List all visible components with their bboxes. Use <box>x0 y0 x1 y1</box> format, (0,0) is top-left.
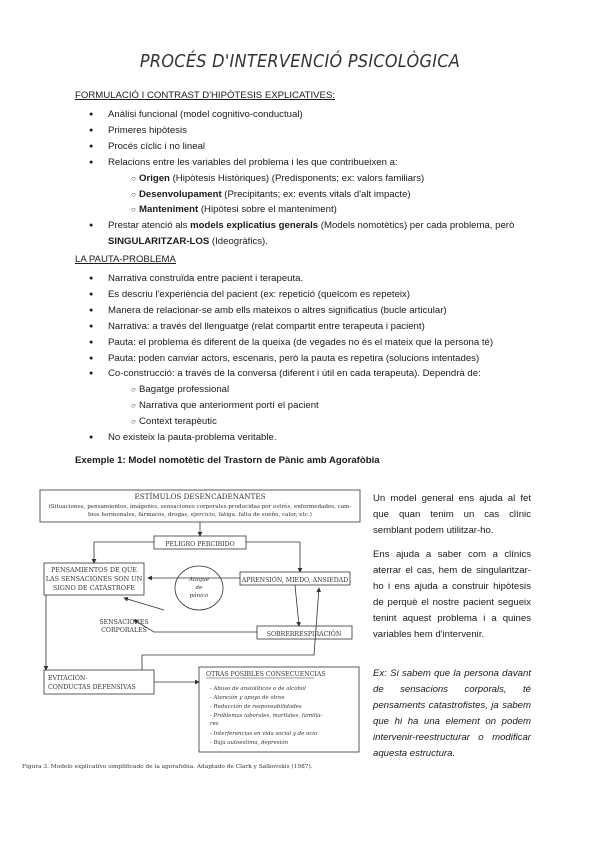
list-item <box>75 218 535 250</box>
stimuli-line2: bios hormonales, fármacos, drogas, ejercicio, fatiga, falta de sueño, calor, etc.) <box>88 512 312 518</box>
consequence-item: - Baja autoestima, depresión <box>210 740 289 746</box>
side-note-1: Un model general ens ajuda al fet que quan tenim un cas clínic semblant podem utilitzar-ho. <box>373 493 531 536</box>
attack-line3: pánico <box>189 593 209 599</box>
sublist-item-text: (Precipitants; ex: events vitals d'alt impacte) <box>221 188 411 200</box>
anxiety-label: APRENSIÓN, MIEDO, ANSIEDAD <box>241 577 349 584</box>
list-item: ● Manera de relacionar-se amb ells mateixos o altres significatius (bucle articular) <box>75 303 535 319</box>
consequences-title: OTRAS POSIBLES CONSECUENCIAS <box>206 671 326 678</box>
consequence-item: - Atención y apoyo de otros <box>210 695 285 701</box>
sublist-item <box>75 171 535 187</box>
sublist-item <box>75 187 535 203</box>
example-title: Exemple 1: Model nomotètic del Trastorn de Pànic amb Agorafòbia <box>75 455 380 466</box>
list-item: ● Procés cíclic i no lineal <box>75 139 535 155</box>
sensations-line1: SENSACIONES <box>99 619 149 626</box>
attack-line1: Ataque <box>188 577 210 583</box>
hyperventilation-label: SOBRERRESPIRACIÓN <box>266 631 342 638</box>
text-c: (Models nomotètics) per cada problema, però <box>318 220 515 232</box>
list-item: ● No existeix la pauta-problema veritable. <box>75 430 535 446</box>
list-item: ● Es descriu l'experiència del pacient (ex: repetició (quelcom es repeteix) <box>75 287 535 303</box>
sublist-item-text: (Hipòtesis Històriques) (Predisponents; ex: valors familiars) <box>169 172 425 184</box>
thoughts-line1: PENSAMIENTOS DE QUE <box>51 566 137 574</box>
list-item: ● Primeres hipòtesis <box>75 123 535 139</box>
consequence-item: res <box>210 721 219 727</box>
text-a: Prestar atenció als <box>108 220 191 232</box>
avoidance-line2: CONDUCTAS DEFENSIVAS <box>48 684 136 691</box>
panic-model-diagram <box>14 480 364 780</box>
pattern-list <box>75 271 535 446</box>
side-note-2: Ens ajuda a saber com a clínics aterrar el cas, hem de singularitzar-ho i ens ajuda a construir hipòtesis de perquè el nostre pacient segueix tenint aquest problema i a quines variables hem d'intervenir. <box>373 549 531 640</box>
sublist-item-bold: Manteniment <box>139 204 199 216</box>
list-item: ● Narrativa construïda entre pacient i terapeuta. <box>75 271 535 287</box>
sublist <box>108 171 535 219</box>
list-item-text: Relacions entre les variables del problema i les que contribueixen a: <box>108 156 398 168</box>
sublist-item: ○ Bagatge professional <box>75 382 535 398</box>
attack-line2: de <box>195 585 203 591</box>
list-item: ● Anàlisi funcional (model cognitivo-conductual) <box>75 107 535 123</box>
sublist-item-bold: Desenvolupament <box>139 188 222 200</box>
formulation-list <box>75 107 535 250</box>
sublist <box>108 382 535 430</box>
sublist-item: ○ Context terapèutic <box>75 414 535 430</box>
consequence-item: - Abuso de ansiolíticos o de alcohol <box>210 686 306 692</box>
consequence-item: - Reducción de responsabilidades <box>210 704 302 710</box>
stimuli-title: ESTÍMULOS DESENCADENANTES <box>134 492 266 501</box>
sublist-item <box>75 202 535 218</box>
list-item-text: Co-construcció: a través de la conversa (diferent i útil en cada terapeuta). Dependrà de: <box>108 368 481 380</box>
sublist-item-text: (Hipòtesi sobre el manteniment) <box>198 204 337 216</box>
sublist-item-bold: Origen <box>139 172 170 184</box>
text-d: SINGULARITZAR-LOS <box>108 236 210 248</box>
side-note-example: Ex: Si sabem que la persona davant de sensacions corporals, té pensaments catastrofistes, ja sabem que hi ha una element on podem intervenir-reestructurar o modificar aquesta estructura. <box>373 668 531 759</box>
consequence-item: - Problemas laborales, maritales, familia- <box>210 713 323 719</box>
stimuli-line1: (Situaciones, pensamientos, imágenes, sensaciones corporales producidas por estrés, enfermedades, cam- <box>48 504 352 510</box>
sensations-line2: CORPORALES <box>101 627 147 634</box>
list-item <box>75 366 535 430</box>
list-item: ● Pauta: poden canviar actors, escenaris, però la pauta es repetira (solucions intentades) <box>75 351 535 367</box>
figure-caption: Figura 3. Modelo explicativo simplificado de la agorafobia. Adaptado de Clark y Salkovskis (1987). <box>22 764 313 770</box>
section-heading-formulation: FORMULACIÓ I CONTRAST D'HIPÒTESIS EXPLICATIVES: <box>75 90 336 101</box>
text-b: models explicatius generals <box>190 220 319 232</box>
section-heading-pattern: LA PAUTA-PROBLEMA <box>75 254 176 265</box>
avoidance-line1: EVITACIÓN- <box>48 675 88 682</box>
danger-label: PELIGRO PERCIBIDO <box>165 541 235 548</box>
consequence-item: - Interferencias en vida social y de ocio <box>210 731 318 737</box>
list-item: ● Pauta: el problema és diferent de la queixa (de vegades no és el mateix que la persona té) <box>75 335 535 351</box>
list-item: ● Narrativa: a través del llenguatge (relat compartit entre terapeuta i pacient) <box>75 319 535 335</box>
sublist-item: ○ Narrativa que anteriorment portí el pacient <box>75 398 535 414</box>
thoughts-line2: LAS SENSACIONES SON UN <box>45 575 143 583</box>
list-item <box>75 155 535 219</box>
text-e: (Ideogràfics). <box>209 236 268 248</box>
thoughts-line3: SIGNO DE CATÁSTROFE <box>52 584 136 592</box>
page-title: PROCÉS D'INTERVENCIÓ PSICOLÒGICA <box>139 52 461 72</box>
